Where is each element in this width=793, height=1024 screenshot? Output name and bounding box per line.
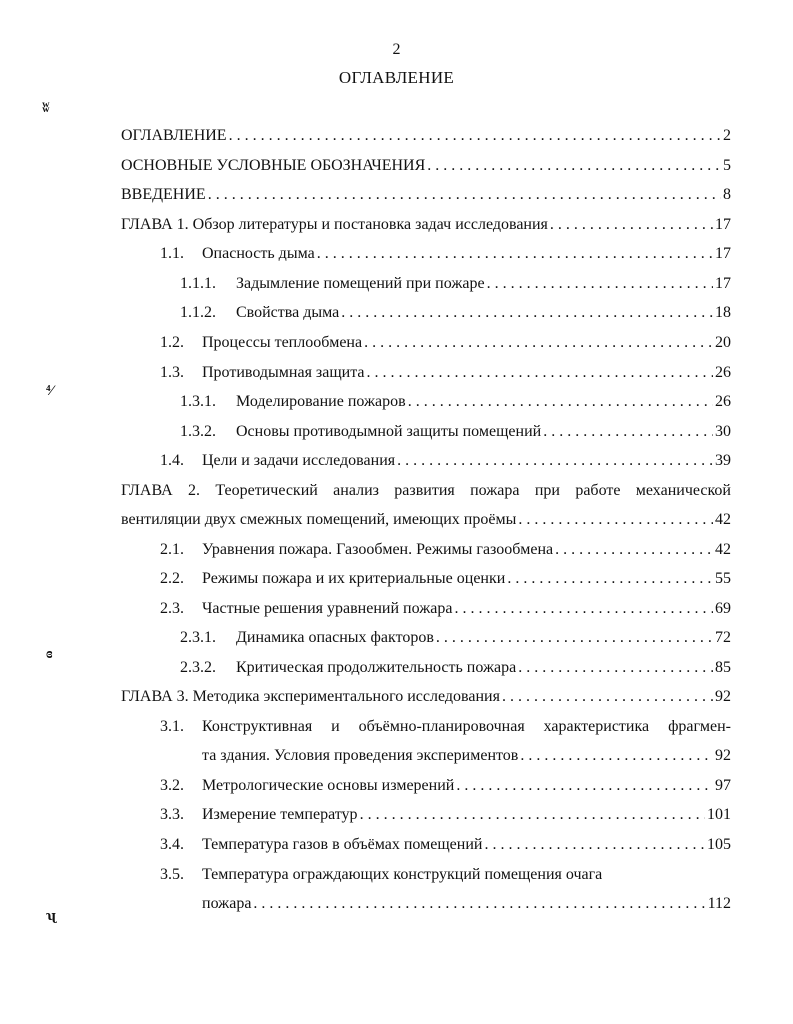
leader-dots [502, 688, 713, 706]
toc-number: 1.3.2. [180, 423, 216, 440]
toc-entry[interactable] [160, 245, 731, 263]
scan-mark-icon: ɞ [46, 646, 53, 662]
toc-entry[interactable] [121, 186, 731, 204]
leader-dots [484, 836, 705, 854]
toc-page: 42 [715, 511, 731, 528]
leader-dots [518, 511, 713, 529]
toc-entry[interactable] [160, 806, 731, 824]
toc-title: вентиляции двух смежных помещений, имеющих проёмы [121, 511, 517, 528]
toc-title: Динамика опасных факторов [236, 629, 434, 646]
toc-number: 3.5. [160, 866, 184, 883]
page-number: 2 [392, 41, 401, 58]
toc-page: 42 [715, 541, 731, 558]
toc-entry[interactable] [160, 600, 731, 618]
toc-entry[interactable] [160, 570, 731, 588]
leader-dots [229, 127, 721, 145]
leader-dots [456, 777, 713, 795]
toc-title: ГЛАВА 3. Методика экспериментального исследования [121, 688, 500, 705]
toc-page: 20 [715, 334, 731, 351]
toc-number: 1.1. [160, 245, 184, 262]
toc-number: 2.3.2. [180, 659, 216, 676]
toc-entry-line1[interactable] [160, 866, 731, 884]
toc-title: Частные решения уравнений пожара [202, 600, 453, 617]
toc-page: 26 [715, 393, 731, 410]
toc-page: 2 [723, 127, 731, 144]
toc-page: 17 [715, 245, 731, 262]
toc-entry[interactable] [180, 275, 731, 293]
leader-dots [507, 570, 713, 588]
toc-number: 3.4. [160, 836, 184, 853]
toc-entry[interactable] [160, 777, 731, 795]
toc-page: 8 [723, 186, 731, 203]
toc-entry[interactable] [180, 629, 731, 647]
toc-number: 2.3. [160, 600, 184, 617]
toc-page: 97 [715, 777, 731, 794]
leader-dots [408, 393, 713, 411]
leader-dots [367, 364, 713, 382]
toc-page: 55 [715, 570, 731, 587]
scan-mark-icon: ⁴⁄ [46, 383, 54, 399]
leader-dots [364, 334, 713, 352]
toc-title: ВВЕДЕНИЕ [121, 186, 206, 203]
toc-title: ГЛАВА 1. Обзор литературы и постановка задач исследования [121, 216, 548, 233]
toc-title: Критическая продолжительность пожара [236, 659, 517, 676]
toc-entry-line1[interactable] [160, 718, 731, 736]
toc-title: Моделирование пожаров [236, 393, 406, 410]
toc-number: 1.1.2. [180, 304, 216, 321]
toc-page: 5 [723, 157, 731, 174]
toc-title-line1: Конструктивная и объёмно-планировочная характеристика фрагмен- [202, 718, 731, 735]
leader-dots [397, 452, 713, 470]
toc-page: 39 [715, 452, 731, 469]
toc-entry[interactable] [160, 452, 731, 470]
toc-number: 3.3. [160, 806, 184, 823]
toc-title: Метрологические основы измерений [202, 777, 455, 794]
toc-number: 2.2. [160, 570, 184, 587]
toc-page: 17 [715, 216, 731, 233]
toc-entry[interactable] [121, 216, 731, 234]
toc-page: 72 [715, 629, 731, 646]
toc-number: 1.2. [160, 334, 184, 351]
leader-dots [454, 600, 713, 618]
toc-page: 92 [715, 688, 731, 705]
leader-dots [427, 157, 721, 175]
leader-dots [555, 541, 713, 559]
toc-entry[interactable] [160, 836, 731, 854]
toc-entry[interactable] [121, 127, 731, 145]
toc-entry[interactable] [121, 157, 731, 175]
toc-page: 92 [715, 747, 731, 764]
scan-mark-icon: ʬ [42, 100, 50, 116]
toc-title: Измерение температур [202, 806, 358, 823]
toc-title-line1: Температура ограждающих конструкций помещения очага [202, 866, 603, 883]
toc-title: Задымление помещений при пожаре [236, 275, 485, 292]
toc-title: пожара [202, 895, 252, 912]
toc-title: Цели и задачи исследования [202, 452, 396, 469]
toc-number: 1.1.1. [180, 275, 216, 292]
leader-dots [518, 659, 713, 677]
leader-dots [341, 304, 713, 322]
toc-entry[interactable] [121, 688, 731, 706]
toc-entry[interactable] [180, 393, 731, 411]
toc-entry[interactable] [180, 423, 731, 441]
leader-dots [360, 806, 705, 824]
toc-number: 1.3.1. [180, 393, 216, 410]
toc-page: 69 [715, 600, 731, 617]
toc-entry[interactable] [160, 364, 731, 382]
toc-entry[interactable] [121, 511, 731, 529]
toc-title: Процессы теплообмена [202, 334, 363, 351]
toc-title: Свойства дыма [236, 304, 340, 321]
leader-dots [487, 275, 713, 293]
toc-number: 3.2. [160, 777, 184, 794]
toc-entry[interactable] [202, 895, 731, 913]
leader-dots [253, 895, 705, 913]
scan-mark-icon: ʯ [46, 908, 56, 924]
toc-page: 18 [715, 304, 731, 321]
page-title: ОГЛАВЛЕНИЕ [338, 68, 455, 87]
toc-number: 1.4. [160, 452, 184, 469]
toc-title: Противодымная защита [202, 364, 365, 381]
leader-dots [543, 423, 713, 441]
toc-title: Уравнения пожара. Газообмен. Режимы газообмена [202, 541, 554, 558]
toc-entry[interactable] [180, 659, 731, 677]
toc-title: ОГЛАВЛЕНИЕ [121, 127, 227, 144]
toc-page: 112 [707, 895, 731, 912]
toc-page: 85 [715, 659, 731, 676]
toc-page: 26 [715, 364, 731, 381]
toc-title: Опасность дыма [202, 245, 315, 262]
toc-title: Основы противодымной защиты помещений [236, 423, 542, 440]
toc-number: 1.3. [160, 364, 184, 381]
leader-dots [436, 629, 713, 647]
toc-page: 101 [707, 806, 731, 823]
toc-entry[interactable] [180, 304, 731, 322]
leader-dots [550, 216, 713, 234]
leader-dots [520, 747, 713, 765]
toc-page: 17 [715, 275, 731, 292]
leader-dots [317, 245, 713, 263]
leader-dots [208, 186, 721, 204]
toc-number: 3.1. [160, 718, 184, 735]
toc-page: 105 [707, 836, 731, 853]
toc-title: та здания. Условия проведения экспериментов [202, 747, 519, 764]
toc-title-line1[interactable]: ГЛАВА 2. Теоретический анализ развития пожара при работе механической [121, 482, 731, 499]
toc-entry[interactable] [160, 334, 731, 352]
toc-entry[interactable] [160, 541, 731, 559]
toc-title: Температура газов в объёмах помещений [202, 836, 483, 853]
toc-number: 2.3.1. [180, 629, 216, 646]
toc-title: ОСНОВНЫЕ УСЛОВНЫЕ ОБОЗНАЧЕНИЯ [121, 157, 426, 174]
toc-entry[interactable] [202, 747, 731, 765]
toc-number: 2.1. [160, 541, 184, 558]
toc-title: Режимы пожара и их критериальные оценки [202, 570, 506, 587]
toc-page: 30 [715, 423, 731, 440]
